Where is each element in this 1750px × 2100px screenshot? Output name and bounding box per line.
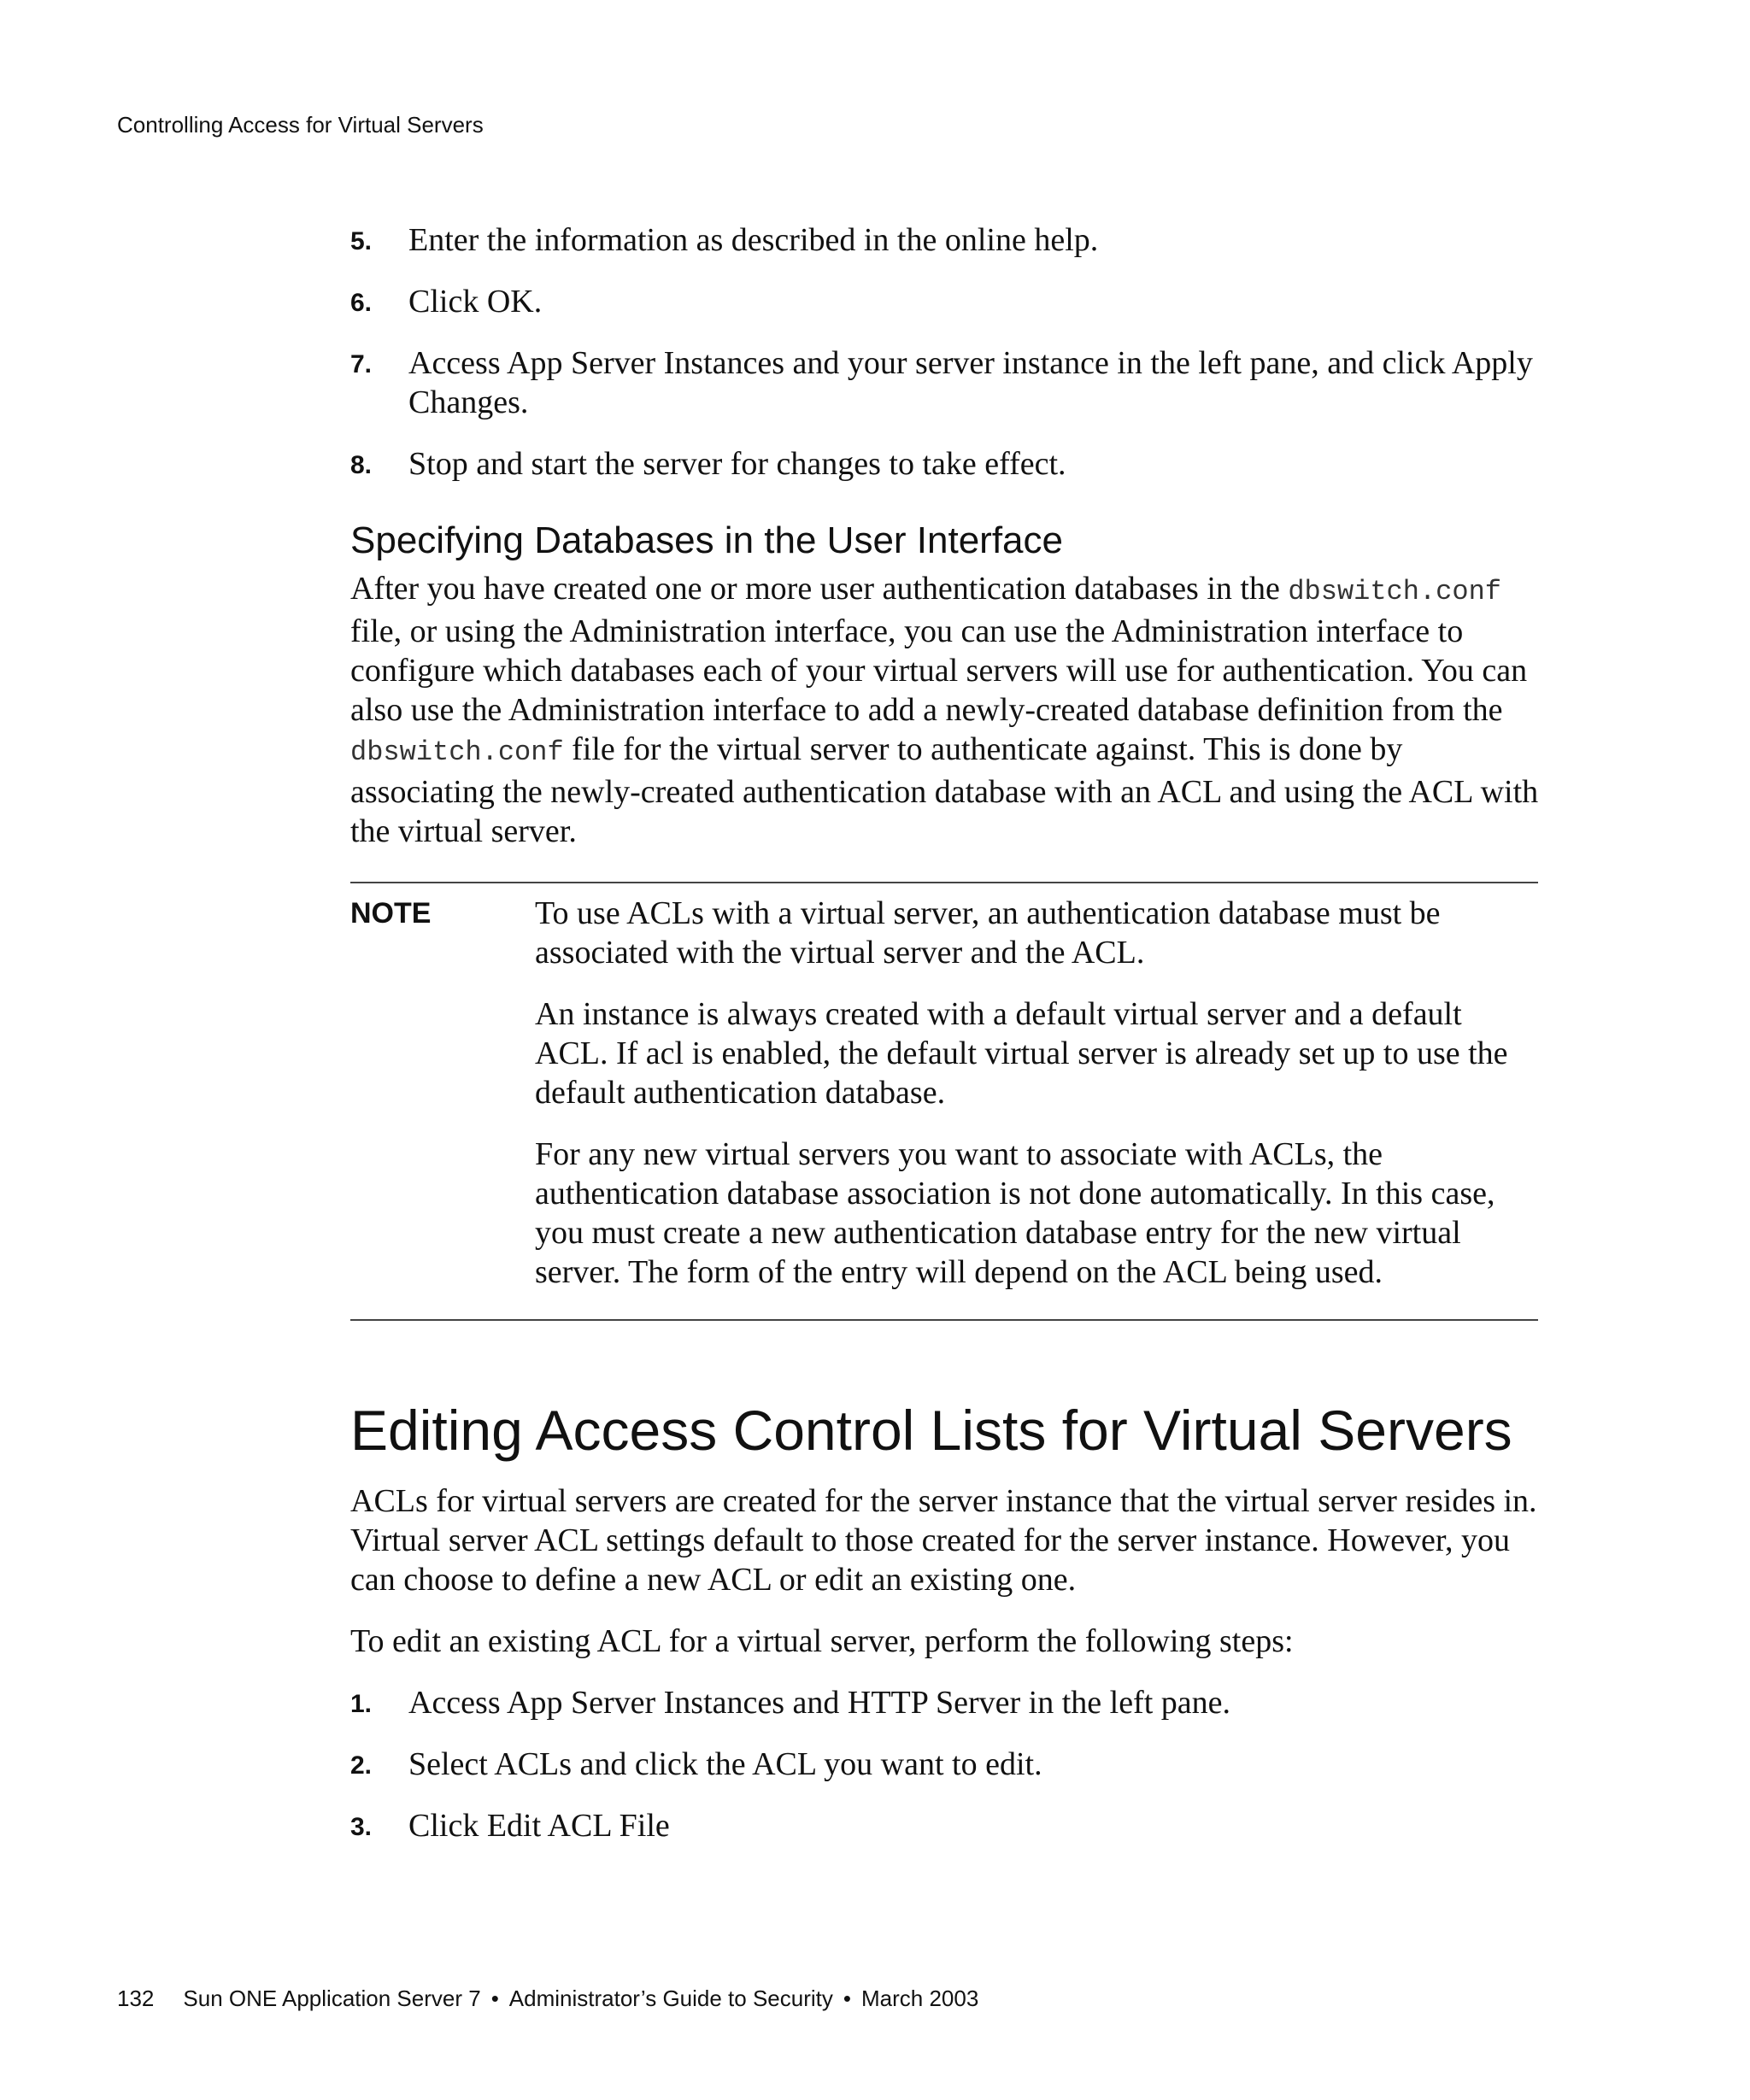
note-label: NOTE <box>350 897 432 930</box>
step-text: Select ACLs and click the ACL you want to edit. <box>408 1746 1042 1782</box>
text-run: After you have created one or more user authentication databases in the <box>350 571 1289 607</box>
step-text: Click OK. <box>408 284 543 320</box>
running-header: Controlling Access for Virtual Servers <box>117 112 484 138</box>
code-filename: dbswitch.conf <box>1288 576 1501 607</box>
step-item <box>350 1806 1547 1845</box>
step-text: Access App Server Instances and HTTP Server in the left pane. <box>408 1685 1231 1721</box>
note-paragraph: An instance is always created with a default virtual server and a default ACL. If acl is enabled, the default virtual server is already set up to use the default authentication database. <box>535 996 1508 1111</box>
footer-book: Administrator’s Guide to Security <box>508 1986 833 2011</box>
step-item <box>350 1683 1547 1722</box>
page-footer <box>117 1985 978 2012</box>
step-number: 2. <box>350 1751 373 1780</box>
step-item <box>350 444 1547 484</box>
step-text: Stop and start the server for changes to take effect. <box>408 446 1066 482</box>
step-item <box>350 282 1547 321</box>
footer-date: March 2003 <box>861 1986 979 2011</box>
step-number: 5. <box>350 227 373 255</box>
step-text: Access App Server Instances and your server instance in the left pane, and click Apply Changes. <box>408 345 1533 420</box>
footer-product: Sun ONE Application Server 7 <box>183 1986 481 2011</box>
note-body <box>535 894 1538 1314</box>
step-number: 1. <box>350 1690 373 1718</box>
step-text: Enter the information as described in the online help. <box>408 222 1099 258</box>
page-content <box>350 220 1547 1868</box>
footer-separator: • <box>490 1986 499 2011</box>
note-paragraph: To use ACLs with a virtual server, an authentication database must be associated with the virtual server and the ACL. <box>535 895 1441 971</box>
step-number: 7. <box>350 350 373 378</box>
step-number: 3. <box>350 1813 373 1841</box>
step-item <box>350 343 1547 422</box>
editing-paragraph: ACLs for virtual servers are created for the server instance that the virtual server resides in. Virtual server ACL settings default to those created for the server instance. However, you can choose to define a new ACL or edit an existing one. <box>350 1483 1537 1598</box>
text-run: file for the virtual server to authenticate against. This is done by associating the newly-created authentication database with an ACL and using the ACL with the virtual server. <box>350 731 1539 849</box>
note-box <box>350 882 1538 1321</box>
step-number: 6. <box>350 289 373 317</box>
editing-intro-paragraph: To edit an existing ACL for a virtual server, perform the following steps: <box>350 1623 1294 1659</box>
step-item <box>350 1745 1547 1784</box>
section-heading-editing: Editing Access Control Lists for Virtual Servers <box>350 1399 1512 1462</box>
note-paragraph: For any new virtual servers you want to associate with ACLs, the authentication database association is not done automatically. In this case, you must create a new authentication database entry for the new virtual server. The form of the entry will depend on the ACL being used. <box>535 1136 1495 1290</box>
step-number: 8. <box>350 451 373 479</box>
step-item <box>350 220 1547 260</box>
step-text: Click Edit ACL File <box>408 1808 670 1844</box>
specifying-paragraph <box>350 569 1547 851</box>
page-number: 132 <box>117 1986 155 2011</box>
code-filename: dbswitch.conf <box>350 736 564 768</box>
text-run: file, or using the Administration interface, you can use the Administration interface to configure which databases each of your virtual servers will use for authentication. You can also use the Administration interface to add a newly-created database definition from the <box>350 613 1528 728</box>
footer-separator: • <box>843 1986 851 2011</box>
section-heading-specifying: Specifying Databases in the User Interface <box>350 519 1064 561</box>
